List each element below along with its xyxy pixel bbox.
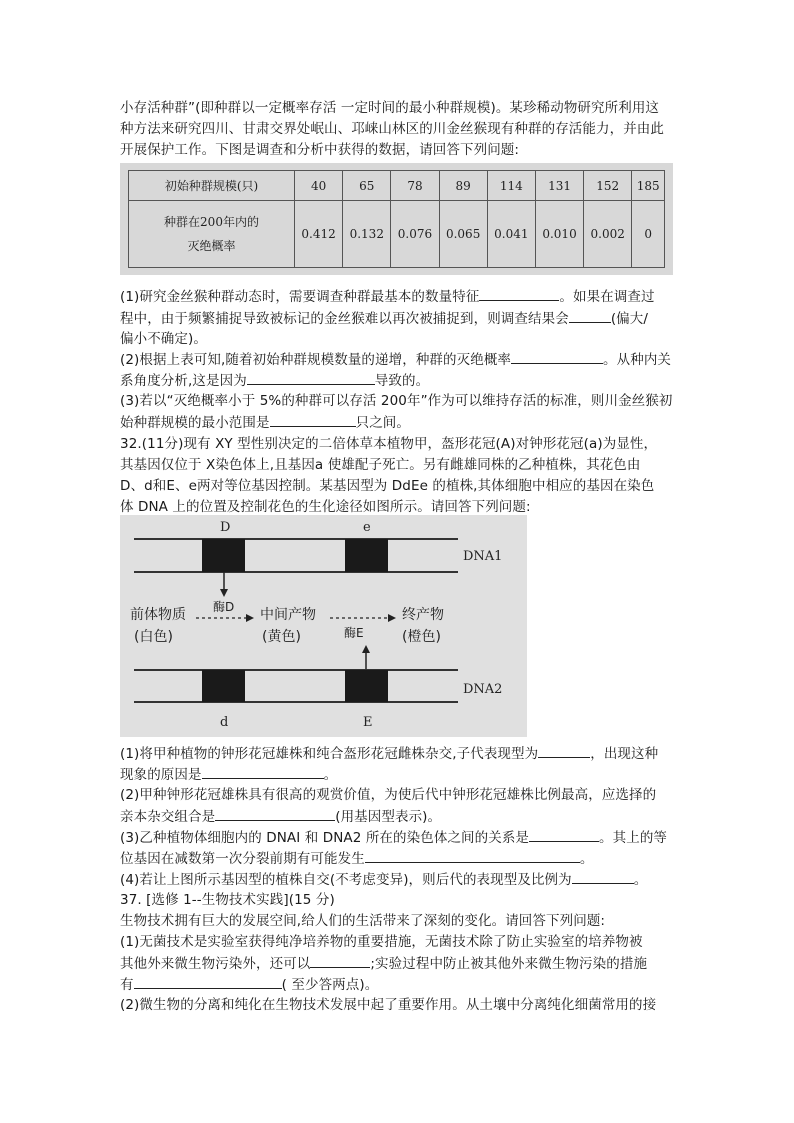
q37-line-3 <box>120 953 647 974</box>
q31-1-text-d: (偏大/ <box>610 311 649 327</box>
q32-2-line-2 <box>120 806 441 827</box>
table-cell: 114 <box>487 171 535 201</box>
gene-e-label: e <box>363 520 371 535</box>
q31-1-text-a: (1)研究金丝猴种群动态时，需要调查种群最基本的数量特征 <box>120 289 480 305</box>
q31-2-text-b: 。从种内关 <box>603 352 672 368</box>
table-header-probability-line2: 灭绝概率 <box>187 239 236 253</box>
gene-E-block <box>345 670 388 702</box>
intro-line-3: 开展保护工作。下图是调查和分析中获得的数据，请回答下列问题: <box>120 142 520 158</box>
q32-1-text-d: 。 <box>323 767 338 783</box>
answer-blank <box>511 349 603 364</box>
arrow-head-2 <box>388 614 396 622</box>
answer-blank <box>529 827 599 842</box>
table-cell: 131 <box>535 171 583 201</box>
table-cell: 0.412 <box>295 201 343 268</box>
table-cell: 0 <box>632 201 665 268</box>
arrow-D-head <box>220 589 228 597</box>
q37-line-2: (1)无菌技术是实验室获得纯净培养物的重要措施，无菌技术除了防止实验室的培养物被 <box>120 934 643 950</box>
answer-blank <box>310 953 370 968</box>
table-cell: 152 <box>584 171 632 201</box>
q31-2-line-1 <box>120 349 671 370</box>
table-header-probability-line1: 种群在200年内的 <box>164 215 259 229</box>
table-header-size: 初始种群规模(只) <box>129 171 295 201</box>
q31-1-line-2 <box>120 308 648 329</box>
q32-3-text-d: 。 <box>579 851 594 867</box>
gene-pathway-diagram <box>120 515 527 737</box>
table-cell: 0.010 <box>535 201 583 268</box>
q32-1-text-b: ，出现这种 <box>590 746 659 762</box>
table-cell: 89 <box>439 171 487 201</box>
final-color-label: (橙色) <box>402 629 441 645</box>
answer-blank <box>479 286 559 301</box>
answer-blank <box>365 848 580 863</box>
table-cell: 0.002 <box>584 201 632 268</box>
q31-1-line-3: 偏小不确定)。 <box>120 331 207 347</box>
answer-blank <box>569 308 611 323</box>
final-product-label: 终产物 <box>402 607 444 623</box>
q31-1-text-b: 。如果在调查过 <box>559 289 655 305</box>
answer-blank <box>215 806 335 821</box>
q32-4-text-b: 。 <box>633 872 648 888</box>
q31-3-text-a: 始种群规模的最小范围是 <box>120 415 270 431</box>
q31-2-text-a: (2)根据上表可知,随着初始种群规模数量的递增，种群的灭绝概率 <box>120 352 512 368</box>
gene-D-label: D <box>220 520 231 535</box>
extinction-probability-table <box>128 170 665 268</box>
q31-3-text-b: 只之间。 <box>355 415 411 431</box>
q32-3-text-b: 。其上的等 <box>599 830 668 846</box>
answer-blank <box>134 974 282 989</box>
q32-3-text-a: (3)乙种植物体细胞内的 DNAI 和 DNA2 所在的染色体之间的关系是 <box>120 830 530 846</box>
table-cell: 185 <box>632 171 665 201</box>
q32-line-2: 其基因仅位于 X染色体上,且基因a 使雄配子死亡。另有雌雄同株的乙种植株，其花色由 <box>120 457 641 473</box>
q37-line-1: 生物技术拥有巨大的发展空间,给人们的生活带来了深刻的变化。请回答下列问题: <box>120 913 606 929</box>
table-cell: 78 <box>391 171 439 201</box>
gene-e-block <box>345 539 388 572</box>
q31-3-line-2 <box>120 412 410 433</box>
table-row-probability <box>129 201 665 268</box>
data-table-scan <box>120 163 673 275</box>
q31-1-text-c: 程中，由于频繁捕捉导致被标记的金丝猴难以再次被捕捉到，则调查结果会 <box>120 311 569 327</box>
q32-1-text-c: 现象的原因是 <box>120 767 202 783</box>
gene-d-label: d <box>220 715 229 730</box>
answer-blank <box>538 743 590 758</box>
table-header-probability <box>129 201 295 268</box>
q31-3-line-1: (3)若以“灭绝概率小于 5%的种群可以存活 200年”作为可以维持存活的标准，则川金丝猴初 <box>120 393 673 409</box>
q32-line-4: 体 DNA 上的位置及控制花色的生化途径如图所示。请回答下列问题: <box>120 499 531 515</box>
intro-line-2: 种方法来研究四川、甘肃交界处岷山、邛崃山林区的川金丝猴现有种群的存活能力，并由此 <box>120 121 664 137</box>
answer-blank <box>202 764 324 779</box>
q37-line-5: (2)微生物的分离和纯化在生物技术发展中起了重要作用。从土壤中分离纯化细菌常用的接 <box>120 997 657 1013</box>
table-cell: 0.065 <box>439 201 487 268</box>
q32-3-text-c: 位基因在减数第一次分裂前期有可能发生 <box>120 851 365 867</box>
q37-text-c: 有 <box>120 977 134 993</box>
gene-d-block <box>202 670 245 702</box>
precursor-label: 前体物质 <box>130 607 186 623</box>
q31-2-text-c: 系角度分析,这是因为 <box>120 373 247 389</box>
q32-4-line-1 <box>120 869 647 890</box>
q32-1-line-2 <box>120 764 337 785</box>
precursor-color-label: (白色) <box>134 629 173 645</box>
q31-2-line-2 <box>120 370 429 391</box>
answer-blank <box>247 370 375 385</box>
q32-3-line-2 <box>120 848 593 869</box>
q31-1-line-1 <box>120 286 655 307</box>
dna1-label: DNA1 <box>463 549 503 564</box>
arrow-E-head <box>362 645 370 653</box>
q32-1-line-1 <box>120 743 658 764</box>
q37-title: 37. [选修 1--生物技术实践](15 分) <box>120 892 335 908</box>
table-cell: 0.076 <box>391 201 439 268</box>
q37-text-d: ( 至少答两点)。 <box>281 977 379 993</box>
q32-line-1: 32.(11分)现有 XY 型性别决定的二倍体草本植物甲，盔形花冠(A)对钟形花冠(a)为显性， <box>120 436 658 452</box>
intermediate-label: 中间产物 <box>260 607 316 623</box>
enzyme-E-label: 酶E <box>344 626 364 640</box>
q32-4-text-a: (4)若让上图所示基因型的植株自交(不考虑变异)，则后代的表现型及比例为 <box>120 872 572 888</box>
q32-1-text-a: (1)将甲种植物的钟形花冠雄株和纯合盔形花冠雌株杂交,子代表现型为 <box>120 746 539 762</box>
table-cell: 65 <box>343 171 391 201</box>
q37-text-b: ;实验过程中防止被其他外来微生物污染的措施 <box>370 956 648 972</box>
q32-line-3: D、d和E、e两对等位基因控制。某基因型为 DdEe 的植株,其体细胞中相应的基因在染色 <box>120 478 655 494</box>
answer-blank <box>572 869 634 884</box>
q32-2-text-a: 亲本杂交组合是 <box>120 809 216 825</box>
q37-text-a: 其他外来微生物污染外，还可以 <box>120 956 311 972</box>
intermediate-color-label: (黄色) <box>262 629 301 645</box>
enzyme-D-label: 酶D <box>213 600 235 614</box>
gene-D-block <box>202 539 245 572</box>
intro-line-1: 小存活种群”(即种群以一定概率存活 一定时间的最小种群规模)。某珍稀动物研究所利用这 <box>120 100 660 116</box>
arrow-head-1 <box>246 614 254 622</box>
answer-blank <box>270 412 356 427</box>
table-cell: 0.041 <box>487 201 535 268</box>
q37-line-4 <box>120 974 378 995</box>
table-cell: 40 <box>295 171 343 201</box>
q32-3-line-1 <box>120 827 667 848</box>
table-cell: 0.132 <box>343 201 391 268</box>
gene-E-label: E <box>363 715 373 730</box>
q31-2-text-d: 导致的。 <box>374 373 430 389</box>
table-row-size <box>129 171 665 201</box>
q32-2-line-1: (2)甲种钟形花冠雄株具有很高的观赏价值，为使后代中钟形花冠雄株比例最高，应选择的 <box>120 787 657 803</box>
q32-2-text-b: (用基因型表示)。 <box>335 809 442 825</box>
dna2-label: DNA2 <box>463 682 503 697</box>
gene-pathway-figure <box>120 515 527 737</box>
